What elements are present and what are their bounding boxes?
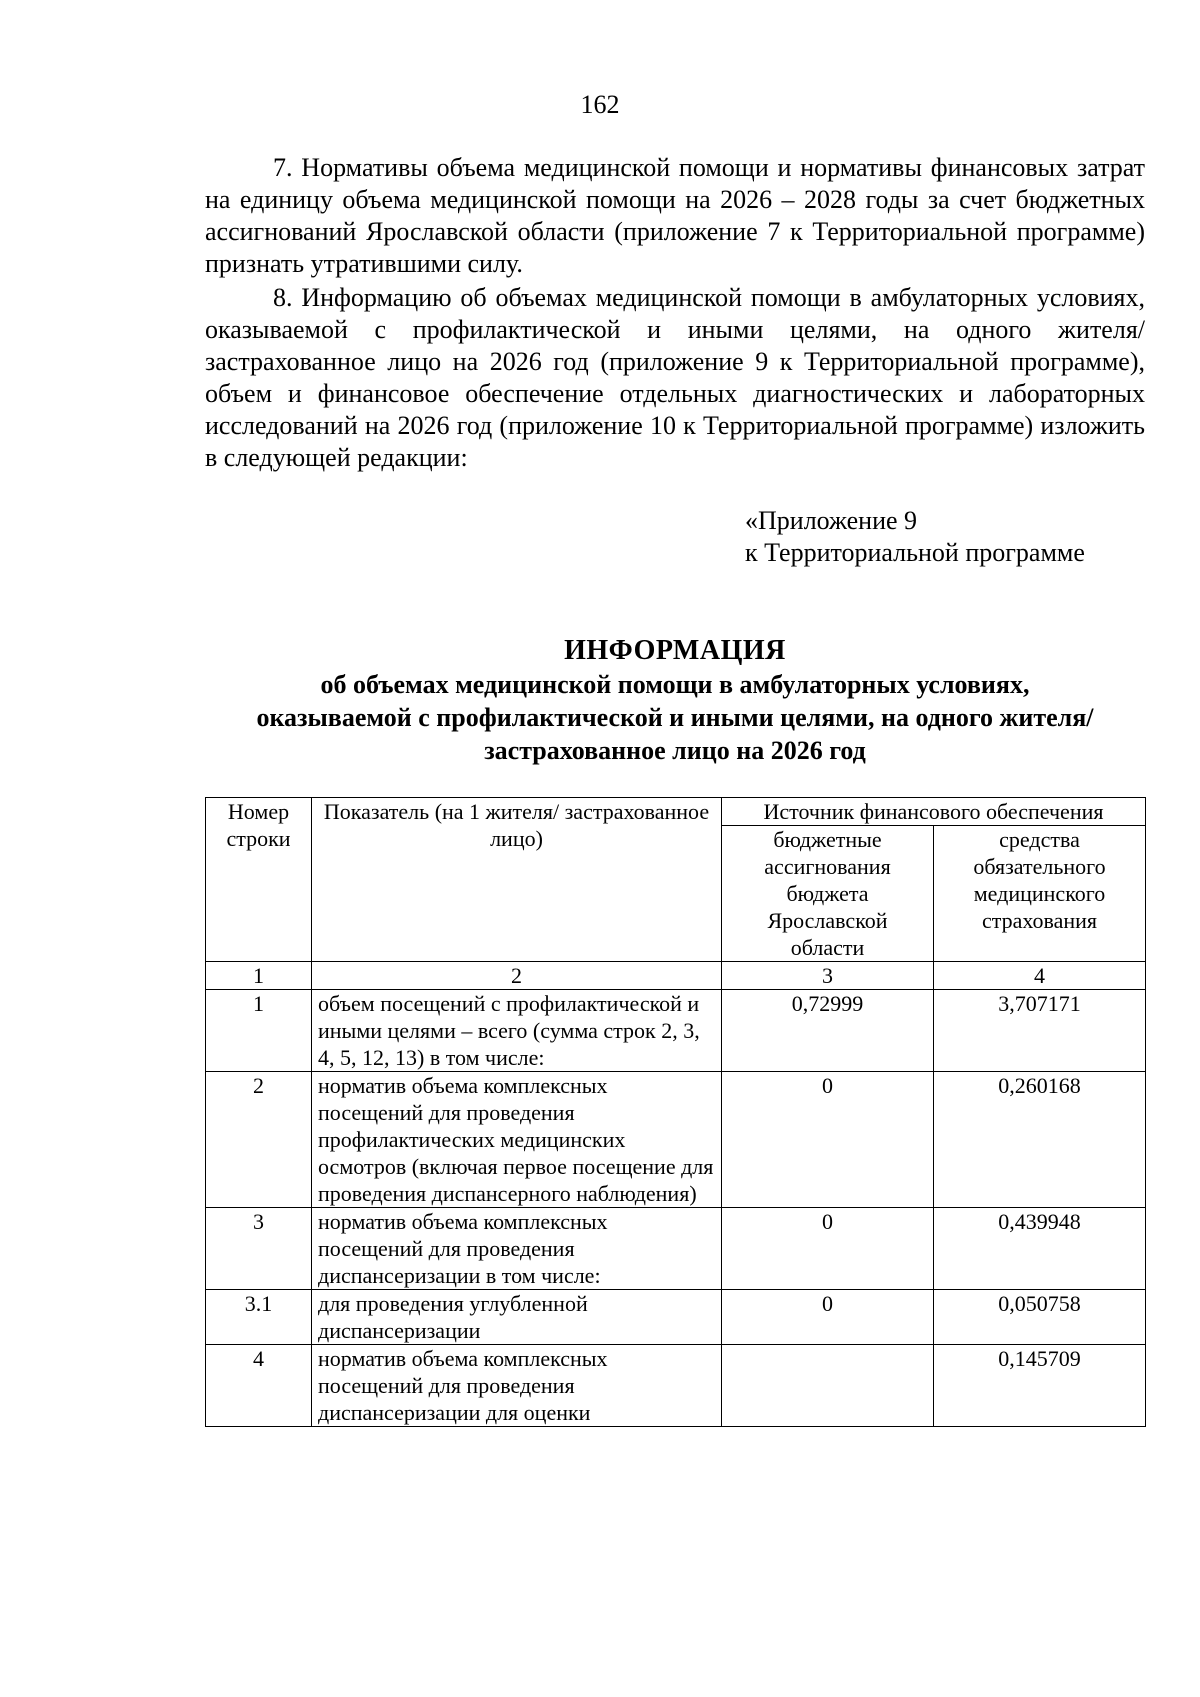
row-number: 2 [206,1072,312,1208]
row-oms-value: 0,050758 [934,1290,1146,1345]
row-indicator: объем посещений с профилактической и иными целями – всего (сумма строк 2, 3, 4, 5, 12, 13) в том числе: [312,990,722,1072]
paragraph-7: 7. Нормативы объема медицинской помощи и нормативы финансовых затрат на единицу объема медицинской помощи на 2026 – 2028 годы за счет бюджетных ассигнований Ярославской области (приложение 7 к Территориальной программе) признать утратившими силу. [205,153,1145,278]
row-number: 3 [206,1208,312,1290]
column-number-row [206,962,1146,990]
appendix-line-2: к Территориальной программе [745,538,1085,567]
row-indicator: норматив объема комплексных посещений для проведения диспансеризации для оценки [312,1345,722,1427]
title-line-1: об объемах медицинской помощи в амбулаторных условиях, [320,670,1030,699]
row-budget-value: 0 [722,1290,934,1345]
table-row [206,1072,1146,1208]
header-row-number: Номер строки [206,798,312,962]
table-row [206,990,1146,1072]
row-oms-value: 3,707171 [934,990,1146,1072]
row-indicator: норматив объема комплексных посещений для проведения профилактических медицинских осмотров (включая первое посещение для проведения диспансерного наблюдения) [312,1072,722,1208]
row-oms-value: 0,439948 [934,1208,1146,1290]
document-title [200,634,1150,767]
column-number: 1 [206,962,312,990]
header-oms: средства обязательного медицинского страхования [934,826,1146,962]
title-main: ИНФОРМАЦИЯ [564,635,786,666]
table-row [206,1345,1146,1427]
page-number: 162 [580,90,620,119]
row-number: 1 [206,990,312,1072]
row-budget-value: 0 [722,1208,934,1290]
appendix-reference [745,505,1085,569]
appendix-line-1: «Приложение 9 [745,506,918,535]
row-budget-value [722,1345,934,1427]
header-funding-source: Источник финансового обеспечения [722,798,1146,826]
row-budget-value: 0,72999 [722,990,934,1072]
row-indicator: для проведения углубленной диспансеризации [312,1290,722,1345]
row-oms-value: 0,260168 [934,1072,1146,1208]
paragraph-8: 8. Информацию об объемах медицинской помощи в амбулаторных условиях, оказываемой с профилактической и иными целями, на одного жителя/ застрахованное лицо на 2026 год (приложение 9 к Территориальной программе), объем и финансовое обеспечение отдельных диагностических и лабораторных исследований на 2026 год (приложение 10 к Территориальной программе) изложить в следующей редакции: [205,283,1145,472]
row-number: 3.1 [206,1290,312,1345]
table-header-row [206,798,1146,826]
row-indicator: норматив объема комплексных посещений для проведения диспансеризации в том числе: [312,1208,722,1290]
info-table [205,797,1146,1427]
header-indicator: Показатель (на 1 жителя/ застрахованное лицо) [312,798,722,962]
title-line-2: оказываемой с профилактической и иными целями, на одного жителя/ [256,703,1094,732]
row-number: 4 [206,1345,312,1427]
row-budget-value: 0 [722,1072,934,1208]
header-budget: бюджетные ассигнования бюджета Ярославской области [722,826,934,962]
column-number: 2 [312,962,722,990]
table-row [206,1208,1146,1290]
column-number: 4 [934,962,1146,990]
column-number: 3 [722,962,934,990]
title-line-3: застрахованное лицо на 2026 год [484,736,866,765]
table-row [206,1290,1146,1345]
row-oms-value: 0,145709 [934,1345,1146,1427]
